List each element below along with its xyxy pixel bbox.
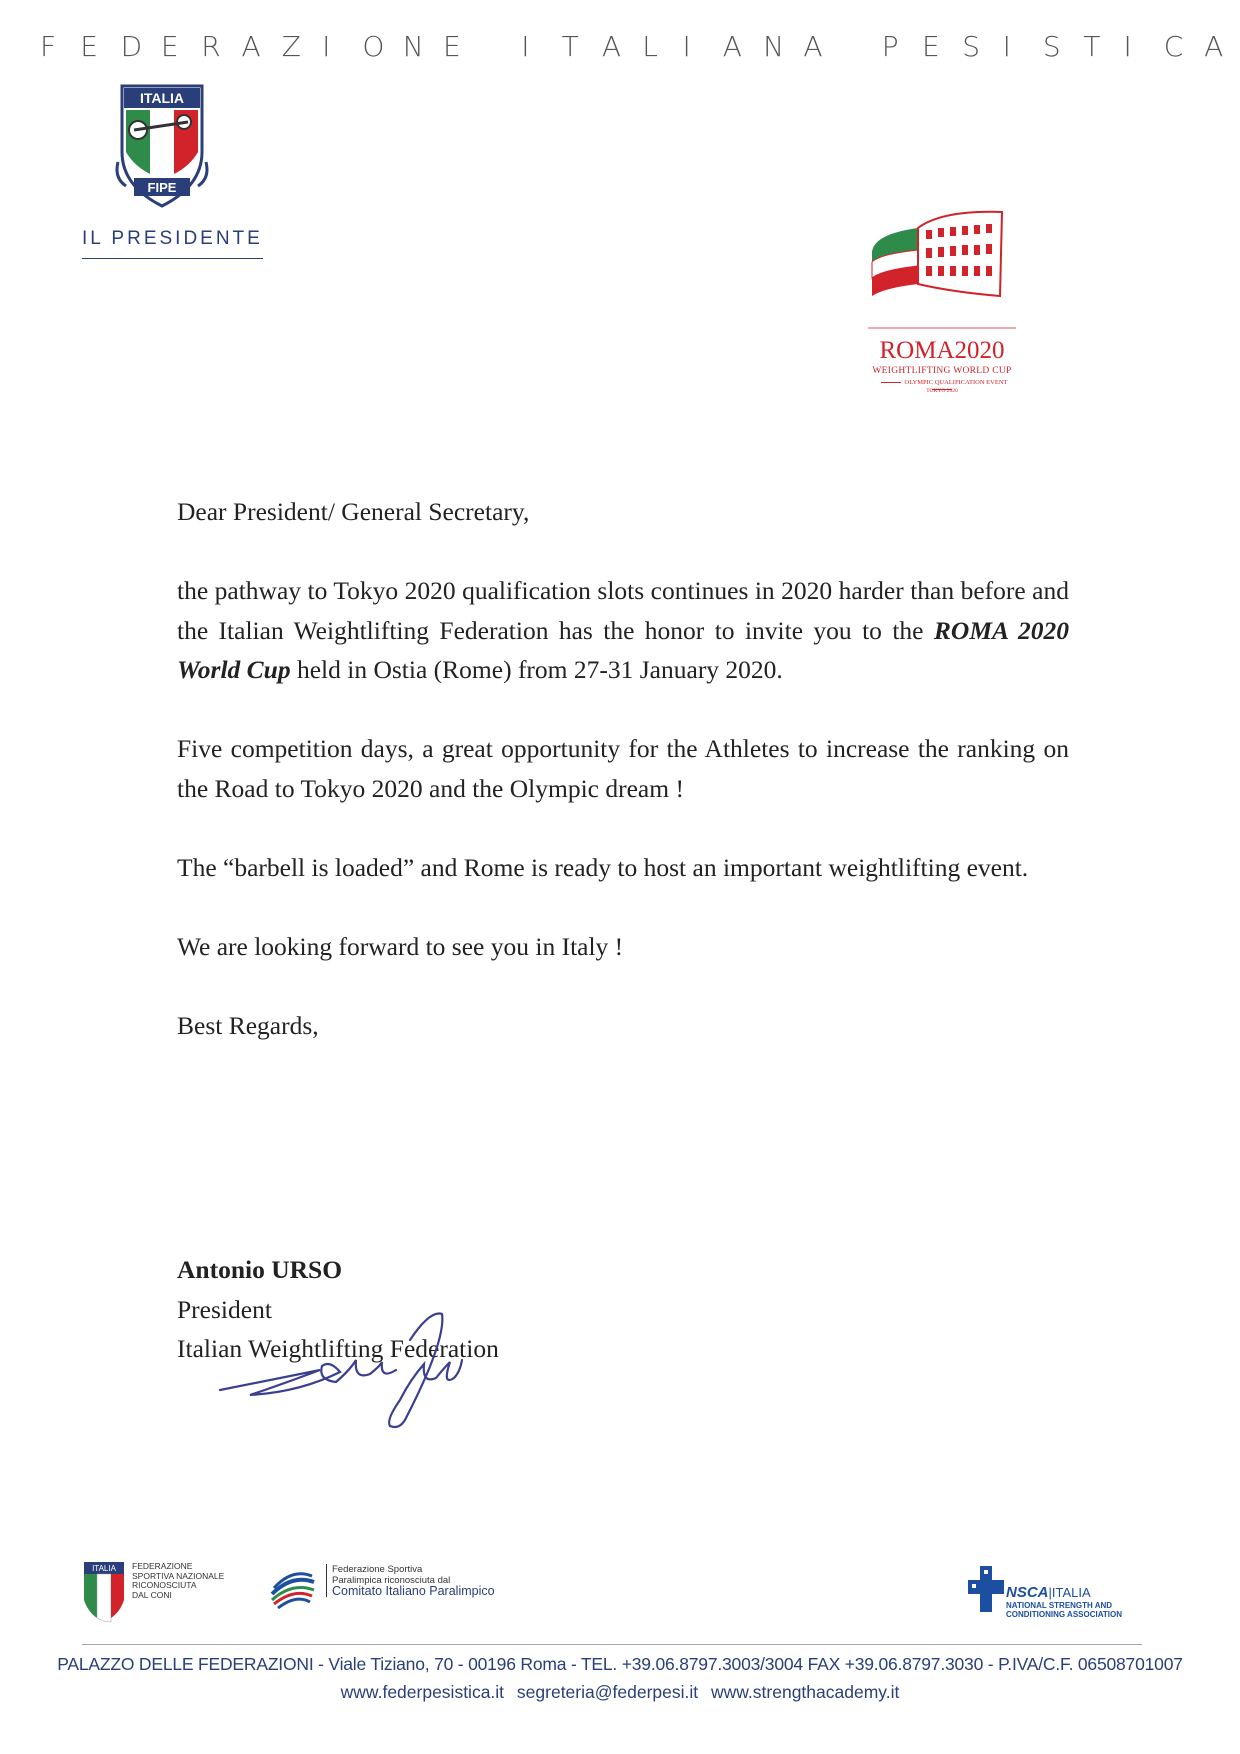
letter-body (177, 492, 1069, 1045)
coni-shield-logo (82, 1560, 126, 1626)
header-letter: T (561, 30, 579, 63)
president-label: IL PRESIDENTE (82, 228, 263, 259)
coni-affiliation (82, 1560, 252, 1630)
cip-text: Federazione Sportiva Paralimpica riconosciuta dal Comitato Italiano Paralimpico (326, 1564, 495, 1597)
header-letter: A (1204, 30, 1224, 63)
cip-affiliation (264, 1560, 524, 1630)
closing: Best Regards, (177, 1010, 319, 1040)
roma2020-tagline2: TOKYO 2020 (926, 388, 958, 394)
header-letter: E (443, 30, 461, 63)
svg-text:ITALIA: ITALIA (92, 1564, 116, 1573)
paragraph-looking-forward: We are looking forward to see you in Italy ! (177, 931, 624, 961)
signatory-title: President (177, 1294, 272, 1324)
nsca-affiliation (966, 1564, 1146, 1624)
header-letter: I (1123, 30, 1132, 63)
footer-logos (0, 1560, 1240, 1640)
footer-divider (82, 1644, 1142, 1645)
coni-text: FEDERAZIONE SPORTIVA NAZIONALE RICONOSCIUTA DAL CONI (132, 1561, 225, 1600)
header-letter: I (521, 30, 530, 63)
header-letter: N (763, 30, 785, 63)
header-letter: P (881, 30, 899, 63)
header-letter: I (682, 30, 691, 63)
header-letter: N (402, 30, 424, 63)
roma2020-subtitle: WEIGHTLIFTING WORLD CUP (872, 366, 1012, 376)
paragraph-barbell: The “barbell is loaded” and Rome is ready to host an important weightlifting event. (177, 852, 1029, 882)
header-letter: Z (281, 30, 301, 63)
handwritten-signature (210, 1300, 490, 1450)
header-letter: E (160, 30, 179, 63)
roma2020-title: ROMA2020 (879, 337, 1005, 364)
event-name-emphasis: ROMA 2020 World Cup (177, 615, 1069, 684)
header-letter: A (722, 30, 742, 63)
header-letter: S (1042, 30, 1061, 63)
header-letter: A (241, 30, 261, 63)
nsca-text: NSCA|ITALIA NATIONAL STRENGTH AND CONDITIONING ASSOCIATION (1006, 1584, 1122, 1619)
nsca-cross-logo (966, 1564, 1006, 1614)
header-letter: I (322, 30, 331, 63)
header-letter: T (1083, 30, 1101, 63)
paragraph-invitation: the pathway to Tokyo 2020 qualification slots continues in 2020 harder than before and the Italian Weightlifting Federation has the honor to invite you to the ROMA 2020 World Cup held in Ostia (Rome) from 27-31 January 2020. (177, 576, 1069, 684)
fipe-crest-logo (114, 82, 210, 214)
footer-website2-link[interactable]: www.strengthacademy.it (710, 1682, 900, 1702)
footer-website-link[interactable]: www.federpesistica.it (340, 1682, 505, 1702)
footer-contacts (0, 1682, 1240, 1703)
paragraph-opportunity: Five competition days, a great opportunity for the Athletes to increase the ranking on the Road to Tokyo 2020 and the Olympic dream ! (177, 734, 1069, 803)
header-letter: O (362, 30, 385, 63)
header-letter: I (1002, 30, 1011, 63)
crest-top-text: ITALIA (139, 90, 185, 106)
header-letter: E (80, 30, 98, 63)
signatory-name: Antonio URSO (177, 1255, 343, 1284)
header-letter: D (120, 30, 143, 63)
footer-address: PALAZZO DELLE FEDERAZIONI - Viale Tiziano, 70 - 00196 Roma - TEL. +39.06.8797.3003/3004 FAX +39.06.8797.3030 - P.IVA/C.F. 06508701007 (57, 1654, 1183, 1674)
header-letter: A (601, 30, 622, 63)
salutation: Dear President/ General Secretary, (177, 497, 530, 526)
roma2020-tagline: OLYMPIC QUALIFICATION EVENT (864, 379, 1020, 393)
header-letter: F (40, 30, 57, 63)
header-letter: S (962, 30, 981, 63)
footer-email-link[interactable]: segreteria@federpesi.it (516, 1682, 699, 1702)
header-letter: R (201, 30, 221, 63)
header-letter: E (922, 30, 940, 63)
header-letter: A (803, 30, 823, 63)
header-letter: L (642, 30, 658, 63)
header-letter: C (1163, 30, 1184, 63)
crest-bottom-text: FIPE (147, 180, 177, 195)
cip-sphere-logo (264, 1560, 320, 1616)
signatory-organization: Italian Weightlifting Federation (177, 1334, 499, 1363)
